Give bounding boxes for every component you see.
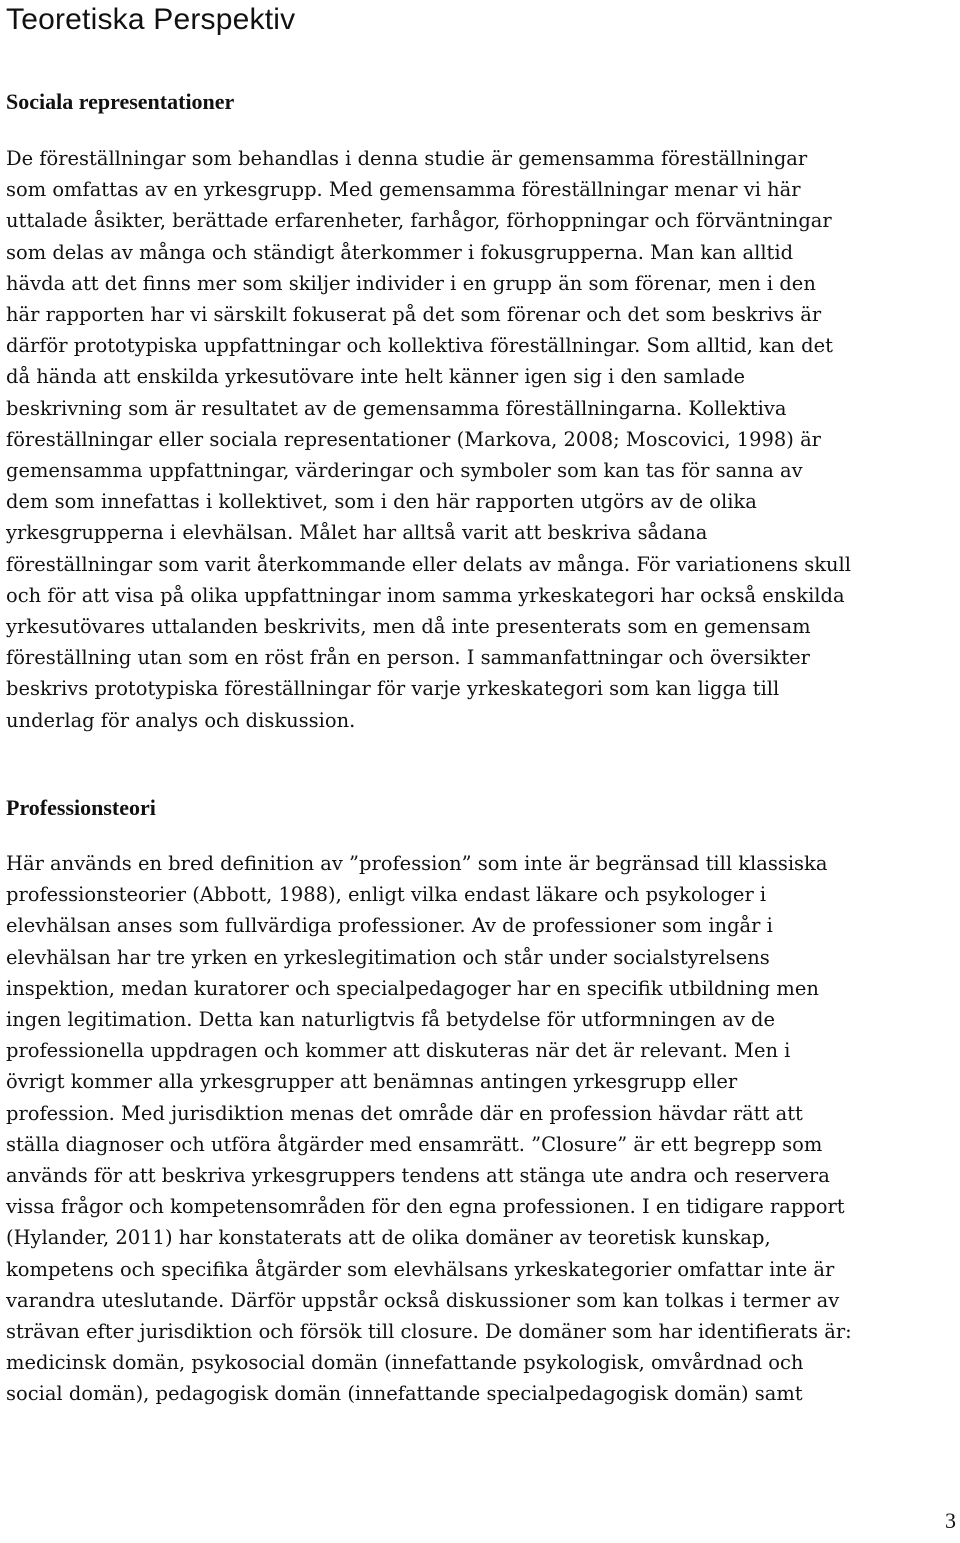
- paragraph-line: föreställning utan som en röst från en person. I sammanfattningar och översikter: [6, 646, 810, 670]
- paragraph-line: gemensamma uppfattningar, värderingar och symboler som kan tas för sanna av: [6, 459, 803, 483]
- paragraph-line: yrkesgrupperna i elevhälsan. Målet har alltså varit att beskriva sådana: [6, 521, 708, 545]
- paragraph-line: profession. Med jurisdiktion menas det område där en profession hävdar rätt att: [6, 1101, 803, 1125]
- paragraph-line: ingen legitimation. Detta kan naturligtvis få betydelse för utformningen av de: [6, 1008, 776, 1032]
- paragraph-line: vissa frågor och kompetensområden för den egna professionen. I en tidigare rapport: [6, 1195, 845, 1219]
- paragraph-line: (Hylander, 2011) har konstaterats att de olika domäner av teoretisk kunskap,: [6, 1226, 771, 1250]
- paragraph-line: som delas av många och ständigt återkommer i fokusgrupperna. Man kan alltid: [6, 240, 794, 264]
- paragraph-line: här rapporten har vi särskilt fokuserat på det som förenar och det som beskrivs är: [6, 303, 822, 327]
- paragraph-line: används för att beskriva yrkesgruppers tendens att stänga ute andra och reservera: [6, 1164, 830, 1188]
- paragraph-line: beskrivs prototypiska föreställningar för varje yrkeskategori som kan ligga till: [6, 677, 780, 701]
- paragraph-line: professionella uppdragen och kommer att diskuteras när det är relevant. Men i: [6, 1039, 791, 1063]
- paragraph-line: hävda att det finns mer som skiljer individer i en grupp än som förenar, men i den: [6, 271, 816, 295]
- paragraph-line: dem som innefattas i kollektivet, som i den här rapporten utgörs av de olika: [6, 490, 757, 514]
- paragraph-line: beskrivning som är resultatet av de gemensamma föreställningarna. Kollektiva: [6, 396, 787, 420]
- paragraph-line: elevhälsan har tre yrken en yrkeslegitimation och står under socialstyrelsens: [6, 945, 770, 969]
- paragraph-line: professionsteorier (Abbott, 1988), enligt vilka endast läkare och psykologer i: [6, 883, 767, 907]
- paragraph-line: medicinsk domän, psykosocial domän (innefattande psykologisk, omvårdnad och: [6, 1351, 804, 1375]
- paragraph-line: övrigt kommer alla yrkesgrupper att benämnas antingen yrkesgrupp eller: [6, 1070, 738, 1094]
- section-heading-professionsteori: Professionsteori: [6, 795, 156, 820]
- paragraph-line: uttalade åsikter, berättade erfarenheter, farhågor, förhoppningar och förväntningar: [6, 209, 832, 233]
- paragraph-line: Här används en bred definition av ”profession” som inte är begränsad till klassiska: [6, 852, 828, 875]
- paragraph-line: föreställningar som varit återkommande eller delats av många. För variationens skull: [6, 552, 852, 576]
- paragraph-line: föreställningar eller sociala representationer (Markova, 2008; Moscovici, 1998) är: [6, 427, 821, 451]
- paragraph-professionsteori: [6, 848, 958, 1410]
- paragraph-line: som omfattas av en yrkesgrupp. Med gemensamma föreställningar menar vi här: [6, 178, 801, 202]
- paragraph-line: varandra uteslutande. Därför uppstår också diskussioner som kan tolkas i termer av: [6, 1288, 840, 1312]
- paragraph-sociala-representationer: [6, 143, 958, 736]
- paragraph-line: inspektion, medan kuratorer och specialpedagoger har en specifik utbildning men: [6, 976, 819, 1000]
- paragraph-line: därför prototypiska uppfattningar och kollektiva föreställningar. Som alltid, kan det: [6, 334, 833, 358]
- paragraph-line: elevhälsan anses som fullvärdiga professioner. Av de professioner som ingår i: [6, 914, 773, 938]
- paragraph-line: då hända att enskilda yrkesutövare inte helt känner igen sig i den samlade: [6, 365, 746, 389]
- chapter-title: Teoretiska Perspektiv: [6, 3, 296, 36]
- paragraph-line: strävan efter jurisdiktion och försök till closure. De domäner som har identifierats är:: [6, 1320, 852, 1344]
- paragraph-line: kompetens och specifika åtgärder som elevhälsans yrkeskategorier omfattar inte är: [6, 1257, 835, 1281]
- paragraph-line: social domän), pedagogisk domän (innefattande specialpedagogisk domän) samt: [6, 1382, 803, 1406]
- paragraph-line: ställa diagnoser och utföra åtgärder med ensamrätt. ”Closure” är ett begrepp som: [6, 1132, 823, 1156]
- page-number: 3: [945, 1508, 956, 1533]
- paragraph-line: underlag för analys och diskussion.: [6, 708, 356, 732]
- paragraph-line: De föreställningar som behandlas i denna studie är gemensamma föreställningar: [6, 147, 808, 170]
- section-heading-sociala-representationer: Sociala representationer: [6, 89, 235, 114]
- paragraph-line: yrkesutövares uttalanden beskrivits, men då inte presenterats som en gemensam: [6, 615, 811, 639]
- paragraph-line: och för att visa på olika uppfattningar inom samma yrkeskategori har också enskilda: [6, 583, 845, 607]
